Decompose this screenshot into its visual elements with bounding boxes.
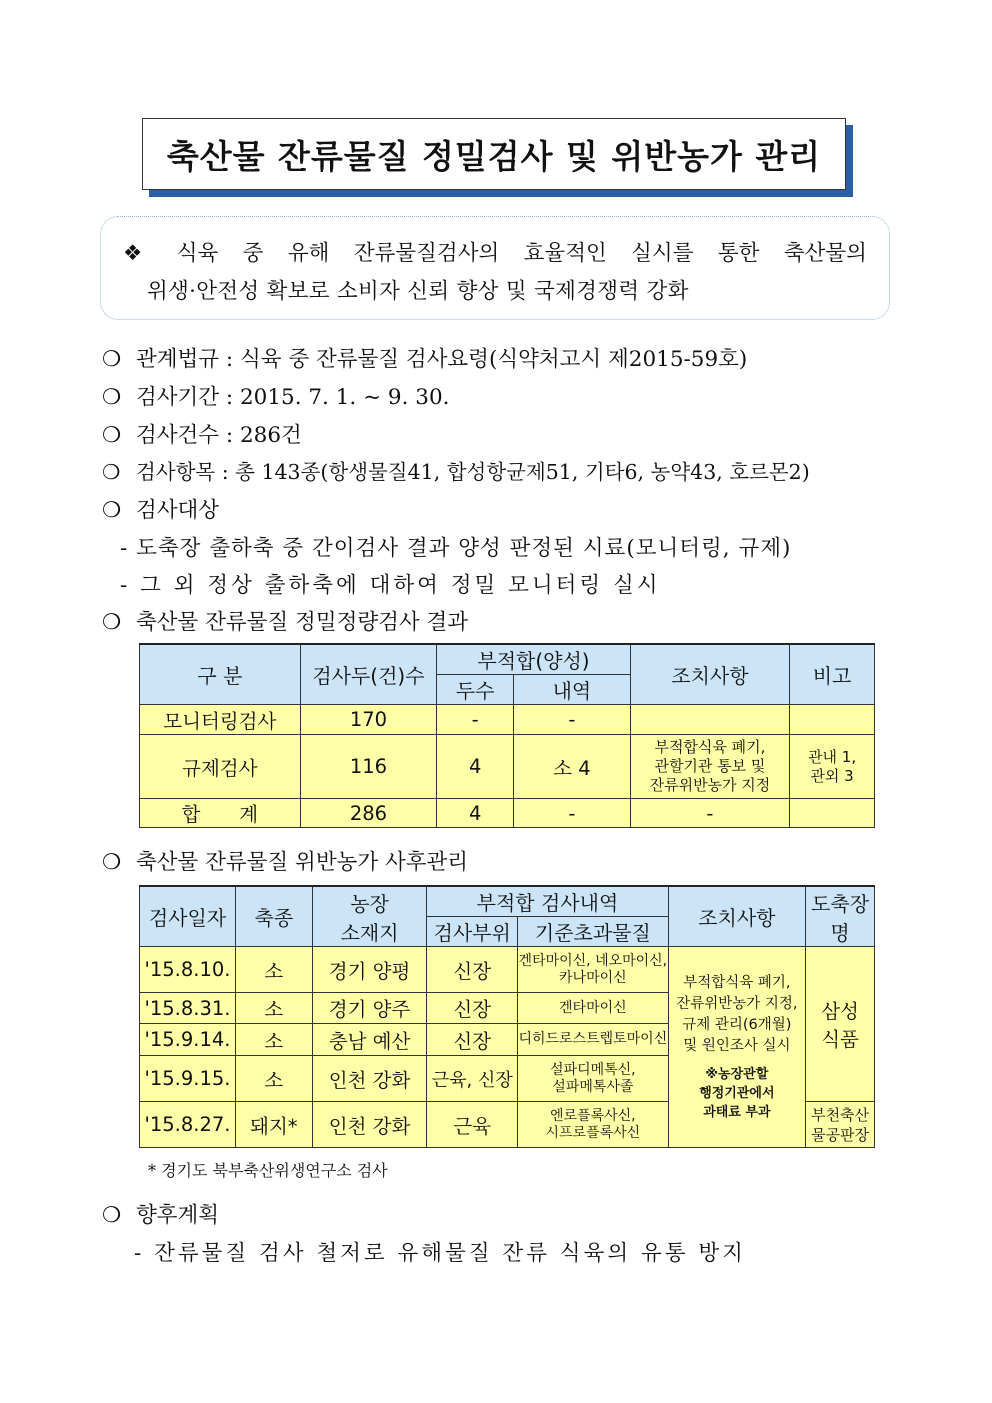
col-fail-detail: 내역	[514, 675, 631, 705]
col-fail: 부적합(양성)	[437, 644, 630, 675]
col-note: 비고	[790, 644, 875, 705]
summary-box	[100, 216, 890, 320]
col-action: 조치사항	[668, 886, 806, 947]
farm-table	[139, 885, 875, 1148]
summary-line-1	[123, 235, 867, 273]
col-action: 조치사항	[630, 644, 789, 705]
target-sub-1: - 도축장 출하축 중 간이검사 결과 양성 판정된 시료(모니터링, 규제)	[120, 536, 792, 561]
action-note: ※농장관할 행정기관에서 과태료 부과	[699, 1066, 775, 1120]
item-scope: ❍ 검사항목 : 총 143종(항생물질41, 합성항균제51, 기타6, 농약43, 호르몬2)	[102, 460, 810, 484]
target-sub-2: - 그 외 정상 출하축에 대하여 정밀 모니터링 실시	[120, 573, 661, 598]
col-category: 구 분	[140, 644, 301, 705]
summary-word: 실시를	[631, 241, 694, 266]
item-law: ❍ 관계법규 : 식육 중 잔류물질 검사요령(식약처고시 제2015-59호)	[102, 347, 748, 372]
col-species: 축종	[235, 886, 312, 947]
table-row-total: 합 계 286 4 - -	[140, 799, 875, 828]
table-row: '15.9.14. 소 충남 예산 신장 디히드로스트렙토마이신	[140, 1024, 875, 1056]
table-row: '15.8.27. 돼지* 인천 강화 근육 엔로플록사신, 시프로플록사신 부천축산 물공판장	[140, 1102, 875, 1148]
col-fail: 부적합 검사내역	[427, 886, 668, 917]
table-row: 모니터링검사 170 - -	[140, 705, 875, 735]
page-title: 축산물 잔류물질 정밀검사 및 위반농가 관리	[166, 136, 822, 176]
circle-bullet-icon: ❍	[102, 498, 122, 523]
item-period: ❍ 검사기간 : 2015. 7. 1. ~ 9. 30.	[102, 385, 450, 410]
slaughter-cell-a: 삼성 식품	[806, 947, 875, 1102]
title-box	[142, 118, 846, 190]
table-row: '15.8.31. 소 경기 양주 신장 겐타마이신	[140, 993, 875, 1024]
summary-word: 축산물의	[783, 241, 867, 266]
table-row: '15.9.15. 소 인천 강화 근육, 신장 설파디메톡신, 설파메톡사졸	[140, 1056, 875, 1102]
circle-bullet-icon: ❍	[102, 610, 122, 635]
col-slaughter: 도축장 명	[806, 886, 875, 947]
col-farm: 농장 소재지	[312, 886, 427, 947]
col-part: 검사부위	[427, 917, 518, 947]
summary-word: 중	[242, 241, 264, 266]
col-substance: 기준초과물질	[518, 917, 669, 947]
note-cell: 관내 1, 관외 3	[790, 735, 875, 799]
col-date: 검사일자	[140, 886, 236, 947]
item-result-heading: ❍ 축산물 잔류물질 정밀정량검사 결과	[102, 610, 469, 635]
summary-word: 통한	[717, 241, 760, 266]
circle-bullet-icon: ❍	[102, 347, 122, 372]
summary-word: 잔류물질검사의	[353, 241, 500, 266]
table-row: 규제검사 116 4 소 4 부적합식육 폐기, 관할기관 통보 및 잔류위반농가 지정 관내 1, 관외 3	[140, 735, 875, 799]
col-fail-heads: 두수	[437, 675, 514, 705]
summary-line-2: 위생·안전성 확보로 소비자 신뢰 향상 및 국제경쟁력 강화	[147, 279, 689, 304]
table-row: '15.8.10. 소 경기 양평 신장 겐타마이신, 네오마이신, 카나마이신 부적합식육 폐기, 잔류위반농가 지정, 규제 관리(6개월) 및 원인조사 실시 ※농장관할 행정기관에서 과태료 부과 삼성 식품	[140, 947, 875, 993]
summary-word: 효율적인	[523, 241, 607, 266]
plan-sub: - 잔류물질 검사 철저로 유해물질 잔류 식육의 유통 방지	[134, 1241, 746, 1266]
result-table	[139, 643, 875, 828]
col-count: 검사두(건)수	[300, 644, 437, 705]
circle-bullet-icon: ❍	[102, 423, 122, 448]
item-target: ❍ 검사대상	[102, 498, 220, 523]
item-count: ❍ 검사건수 : 286건	[102, 423, 302, 448]
footnote: * 경기도 북부축산위생연구소 검사	[148, 1161, 388, 1180]
circle-bullet-icon: ❍	[102, 385, 122, 410]
diamond-bullet-icon: ❖	[123, 241, 143, 266]
circle-bullet-icon: ❍	[102, 1203, 122, 1228]
item-farm-heading: ❍ 축산물 잔류물질 위반농가 사후관리	[102, 850, 469, 875]
action-cell: 부적합식육 폐기, 잔류위반농가 지정, 규제 관리(6개월) 및 원인조사 실시 ※농장관할 행정기관에서 과태료 부과	[668, 947, 806, 1148]
action-cell: 부적합식육 폐기, 관할기관 통보 및 잔류위반농가 지정	[630, 735, 789, 799]
summary-word: 유해	[287, 241, 330, 266]
summary-word: 식육	[176, 241, 219, 266]
item-plan: ❍ 향후계획	[102, 1203, 220, 1228]
circle-bullet-icon: ❍	[102, 850, 122, 875]
circle-bullet-icon: ❍	[102, 460, 121, 484]
slaughter-cell-b: 부천축산 물공판장	[806, 1102, 875, 1148]
